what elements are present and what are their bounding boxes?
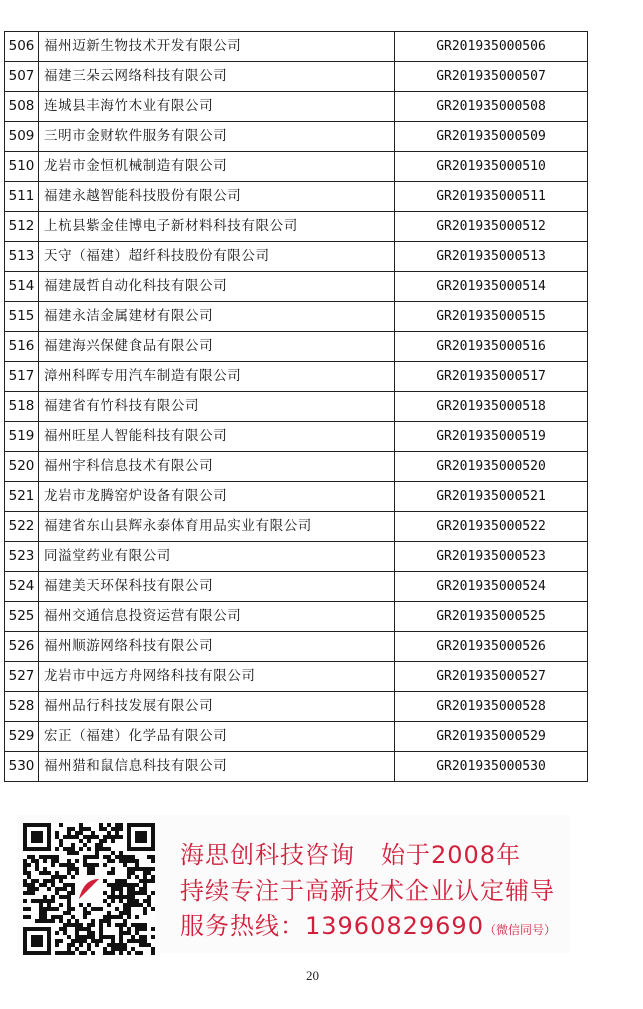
certificate-code: GR201935000530 (395, 752, 588, 782)
table-row (5, 92, 588, 122)
table-row (5, 662, 588, 692)
certificate-code: GR201935000527 (395, 662, 588, 692)
row-number: 510 (5, 152, 39, 182)
table-row (5, 242, 588, 272)
row-number: 518 (5, 392, 39, 422)
company-table (4, 31, 588, 782)
certificate-code: GR201935000522 (395, 512, 588, 542)
row-number: 516 (5, 332, 39, 362)
row-number: 509 (5, 122, 39, 152)
company-name: 龙岩市中远方舟网络科技有限公司 (39, 662, 395, 692)
row-number: 506 (5, 32, 39, 62)
row-number: 525 (5, 602, 39, 632)
table-row (5, 572, 588, 602)
row-number: 530 (5, 752, 39, 782)
certificate-code: GR201935000513 (395, 242, 588, 272)
certificate-code: GR201935000524 (395, 572, 588, 602)
company-name: 福州交通信息投资运营有限公司 (39, 602, 395, 632)
company-name: 福建海兴保健食品有限公司 (39, 332, 395, 362)
certificate-code: GR201935000514 (395, 272, 588, 302)
page-number: 20 (306, 968, 319, 983)
table-row (5, 392, 588, 422)
table-row (5, 602, 588, 632)
company-name: 福建永越智能科技股份有限公司 (39, 182, 395, 212)
table-row (5, 272, 588, 302)
row-number: 519 (5, 422, 39, 452)
table-row (5, 752, 588, 782)
certificate-code: GR201935000519 (395, 422, 588, 452)
certificate-code: GR201935000510 (395, 152, 588, 182)
certificate-code: GR201935000528 (395, 692, 588, 722)
row-number: 508 (5, 92, 39, 122)
certificate-code: GR201935000511 (395, 182, 588, 212)
table-row (5, 332, 588, 362)
row-number: 520 (5, 452, 39, 482)
certificate-code: GR201935000512 (395, 212, 588, 242)
company-name: 福建省有竹科技有限公司 (39, 392, 395, 422)
table-row (5, 182, 588, 212)
table-row (5, 542, 588, 572)
certificate-code: GR201935000517 (395, 362, 588, 392)
table-row (5, 302, 588, 332)
banner-hotline: 服务热线：13960829690 (180, 912, 484, 940)
certificate-code: GR201935000529 (395, 722, 588, 752)
company-name: 福建晟哲自动化科技有限公司 (39, 272, 395, 302)
table-row (5, 122, 588, 152)
company-name: 同溢堂药业有限公司 (39, 542, 395, 572)
certificate-code: GR201935000506 (395, 32, 588, 62)
table-row (5, 482, 588, 512)
certificate-code: GR201935000518 (395, 392, 588, 422)
row-number: 521 (5, 482, 39, 512)
row-number: 529 (5, 722, 39, 752)
company-name: 福建省东山县辉永泰体育用品实业有限公司 (39, 512, 395, 542)
row-number: 517 (5, 362, 39, 392)
company-name: 福州顺游网络科技有限公司 (39, 632, 395, 662)
row-number: 515 (5, 302, 39, 332)
table-row (5, 632, 588, 662)
table-row (5, 422, 588, 452)
table-row (5, 212, 588, 242)
table-row (5, 62, 588, 92)
table-row (5, 152, 588, 182)
row-number: 513 (5, 242, 39, 272)
company-name: 漳州科晖专用汽车制造有限公司 (39, 362, 395, 392)
company-name: 三明市金财软件服务有限公司 (39, 122, 395, 152)
company-name: 龙岩市金恒机械制造有限公司 (39, 152, 395, 182)
certificate-code: GR201935000508 (395, 92, 588, 122)
certificate-code: GR201935000515 (395, 302, 588, 332)
qr-code-icon (23, 823, 155, 955)
row-number: 526 (5, 632, 39, 662)
row-number: 523 (5, 542, 39, 572)
row-number: 522 (5, 512, 39, 542)
row-number: 527 (5, 662, 39, 692)
company-name: 福州猎和鼠信息科技有限公司 (39, 752, 395, 782)
table-row (5, 452, 588, 482)
row-number: 507 (5, 62, 39, 92)
promo-banner (18, 815, 570, 953)
certificate-code: GR201935000523 (395, 542, 588, 572)
table-row (5, 362, 588, 392)
table-row (5, 692, 588, 722)
certificate-code: GR201935000520 (395, 452, 588, 482)
row-number: 512 (5, 212, 39, 242)
row-number: 524 (5, 572, 39, 602)
row-number: 528 (5, 692, 39, 722)
table-row (5, 512, 588, 542)
certificate-code: GR201935000516 (395, 332, 588, 362)
banner-line-2: 持续专注于高新技术企业认定辅导 (180, 877, 555, 905)
certificate-code: GR201935000521 (395, 482, 588, 512)
company-name: 福建永洁金属建材有限公司 (39, 302, 395, 332)
table-row (5, 722, 588, 752)
certificate-code: GR201935000507 (395, 62, 588, 92)
company-name: 连城县丰海竹木业有限公司 (39, 92, 395, 122)
company-name: 天守（福建）超纤科技股份有限公司 (39, 242, 395, 272)
banner-wechat-note: （微信同号） (483, 923, 556, 937)
company-name: 福州迈新生物技术开发有限公司 (39, 32, 395, 62)
certificate-code: GR201935000526 (395, 632, 588, 662)
banner-company-name: 海思创科技咨询 (180, 841, 355, 869)
company-name: 福州品行科技发展有限公司 (39, 692, 395, 722)
row-number: 514 (5, 272, 39, 302)
certificate-code: GR201935000509 (395, 122, 588, 152)
company-name: 宏正（福建）化学品有限公司 (39, 722, 395, 752)
company-name: 福州旺星人智能科技有限公司 (39, 422, 395, 452)
company-name: 龙岩市龙腾窑炉设备有限公司 (39, 482, 395, 512)
table-row (5, 32, 588, 62)
company-name: 福州宇科信息技术有限公司 (39, 452, 395, 482)
row-number: 511 (5, 182, 39, 212)
banner-line-1 (180, 835, 521, 870)
certificate-code: GR201935000525 (395, 602, 588, 632)
company-name: 福建美天环保科技有限公司 (39, 572, 395, 602)
banner-line-3 (180, 906, 556, 941)
company-name: 福建三朵云网络科技有限公司 (39, 62, 395, 92)
banner-since: 始于2008年 (381, 841, 522, 869)
company-name: 上杭县紫金佳博电子新材料科技有限公司 (39, 212, 395, 242)
